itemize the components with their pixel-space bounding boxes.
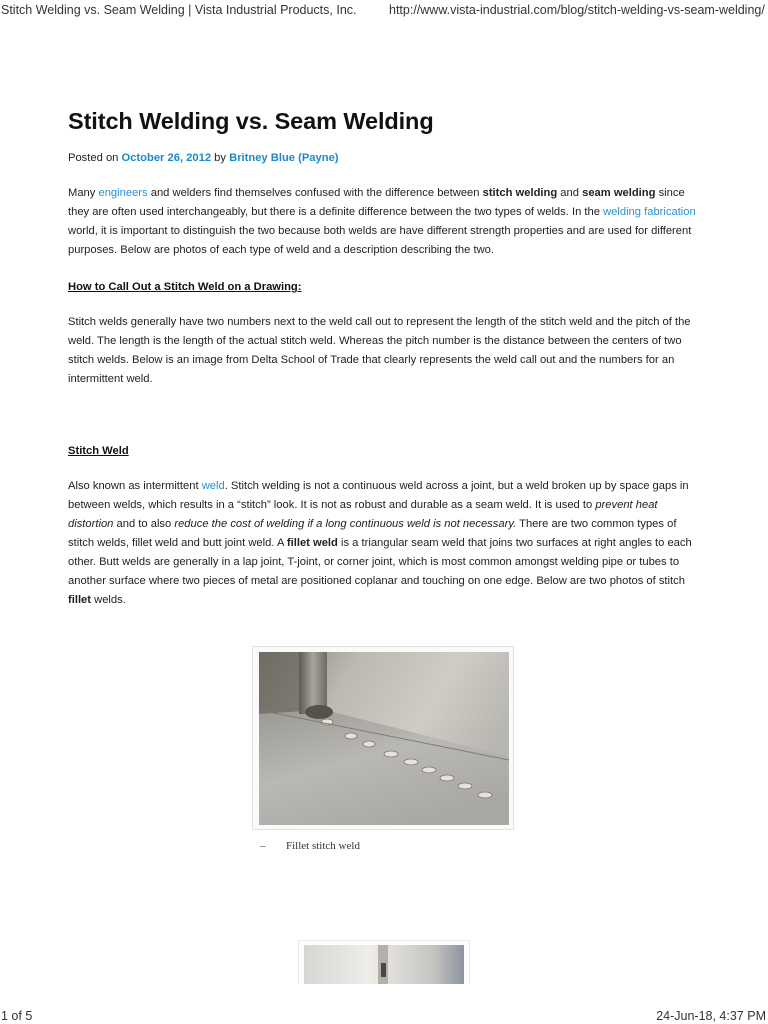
weld-photo-image-2 (304, 945, 464, 984)
print-footer-datetime: 24-Jun-18, 4:37 PM (656, 1009, 766, 1023)
body-text: There are two common types of stitch welds, fillet weld and butt joint weld. A (68, 518, 677, 549)
intro-text: and (557, 187, 583, 199)
fillet-stitch-weld-photo (252, 646, 514, 830)
italic-text: prevent heat distortion (68, 499, 658, 530)
post-date-link[interactable]: October 26, 2012 (121, 152, 212, 164)
stitch-welding-bold: stitch welding (482, 187, 558, 199)
stitch-weld-paragraph (68, 477, 704, 610)
fillet-weld-bold: fillet weld (286, 537, 338, 549)
weld-photo-image (259, 652, 509, 825)
caption-text: Fillet stitch weld (286, 840, 360, 852)
article-title: Stitch Welding vs. Seam Welding (68, 108, 434, 134)
body-text: Also known as intermittent (68, 480, 202, 492)
intro-text: since they are often used interchangeably, but there is a definite difference between the two types of welds. In the (68, 187, 685, 218)
body-text: welds. (91, 594, 126, 606)
body-text: . Stitch welding is not a continuous weld across a joint, but a weld broken up by space gaps in between welds, which results in a “stitch” look. It is not as robust and durable as a seam weld. It is used to (68, 480, 689, 511)
author-link[interactable]: Britney Blue (Payne) (229, 152, 339, 164)
callout-paragraph: Stitch welds generally have two numbers next to the weld call out to represent the length of the stitch weld and the pitch of the weld. The length is the length of the actual stitch weld. Whereas the pitch number is the distance between the centers of two stitch welds. Below is an image from Delta School of Trade that clearly represents the weld call out and the numbers for an intermittent weld. (68, 316, 691, 385)
weld-link[interactable]: weld (201, 480, 225, 492)
italic-text: reduce the cost of welding if a long continuous weld is not necessary. (174, 518, 517, 530)
body-text: and to also (113, 518, 175, 530)
print-header-title: Stitch Welding vs. Seam Welding | Vista Industrial Products, Inc. (1, 3, 357, 17)
section-heading-stitch-weld: Stitch Weld (68, 445, 129, 457)
intro-paragraph (68, 184, 704, 260)
posted-on-label: Posted on (68, 152, 119, 164)
section-heading-callout: How to Call Out a Stitch Weld on a Drawing: (68, 281, 302, 293)
intro-text: and welders find themselves confused with the difference between (147, 187, 483, 199)
second-weld-photo (298, 940, 470, 984)
caption-dash: – (260, 840, 266, 852)
intro-text: Many (68, 187, 99, 199)
intro-text: world, it is important to distinguish the two because both welds are have different strength properties and are used for different purposes. Below are photos of each type of weld and a description describing the two. (68, 225, 692, 256)
by-label: by (214, 152, 226, 164)
article (68, 108, 704, 610)
seam-welding-bold: seam welding (582, 187, 656, 199)
print-footer-page: 1 of 5 (1, 1009, 33, 1023)
welding-fabrication-link[interactable]: welding fabrication (603, 206, 696, 218)
engineers-link[interactable]: engineers (98, 187, 148, 199)
figure-caption (260, 840, 360, 852)
fillet-bold: fillet (68, 594, 91, 606)
body-text: is a triangular seam weld that joins two surfaces at right angles to each other. Butt welds are generally in a lap joint, T-joint, or corner joint, which is most common amongst welding pipe or tubes to another surface where two pieces of metal are positioned coplanar and touching on one edge. Below are two photos of stitch (68, 537, 692, 587)
print-header-url: http://www.vista-industrial.com/blog/stitch-welding-vs-seam-welding/ (389, 3, 765, 17)
post-meta (68, 152, 704, 164)
